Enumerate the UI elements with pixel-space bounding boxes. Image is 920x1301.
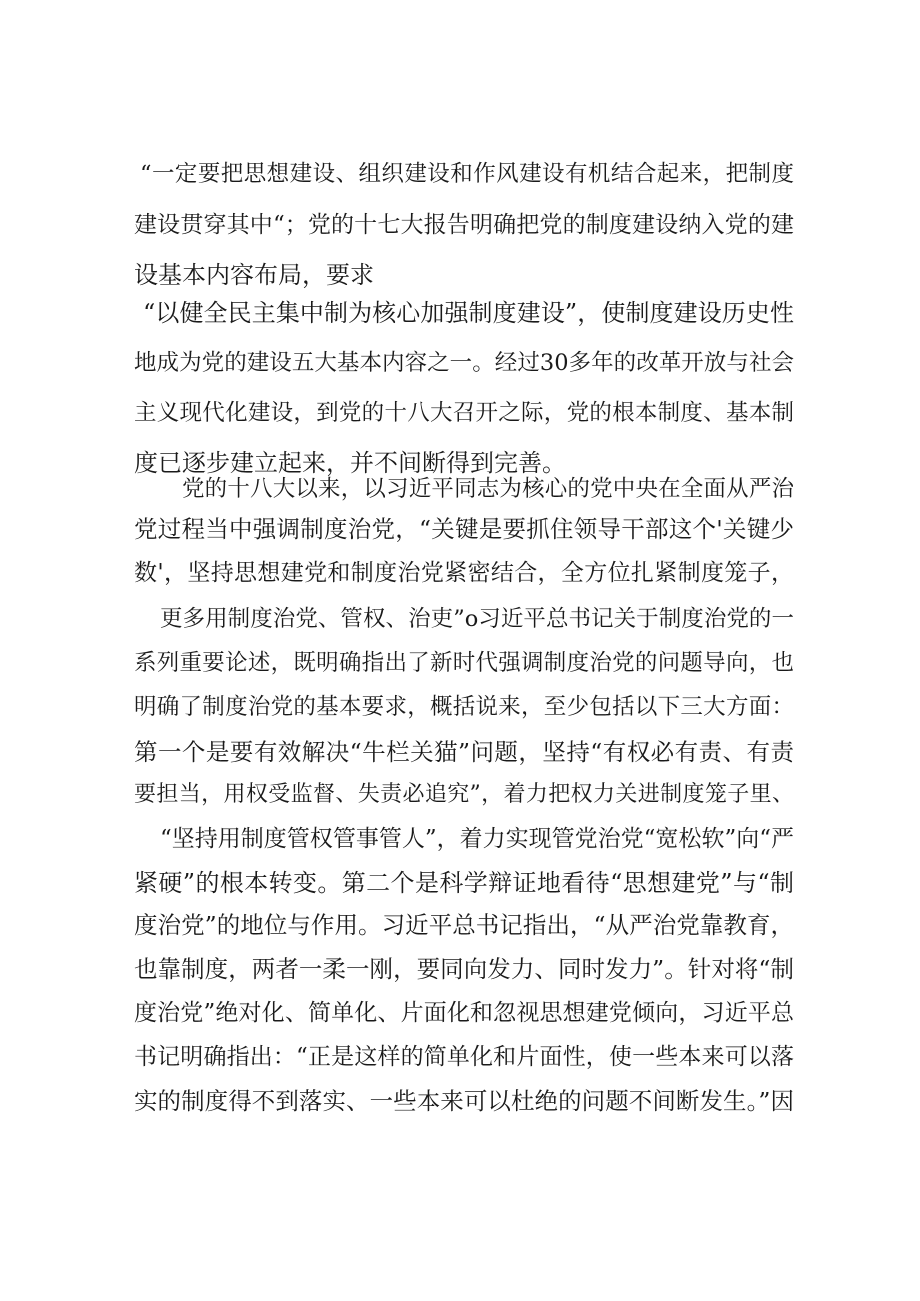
text-line: 第一个是要有效解决“牛栏关猫”问题，坚持“有权必有责、有责 [134, 738, 794, 766]
text-line: 紧硬”的根本转变。第二个是科学辩证地看待“思想建党”与“制 [134, 869, 794, 897]
text-line: 度治党”绝对化、简单化、片面化和忽视思想建党倾向，习近平总 [134, 1000, 794, 1026]
text-line: 更多用制度治党、管权、治吏”o习近平总书记关于制度治党的一 [160, 606, 794, 632]
text-line: 系列重要论述，既明确指出了新时代强调制度治党的问题导向，也 [134, 650, 794, 676]
text-line: 实的制度得不到落实、一些本来可以杜绝的问题不间断发生。”因 [134, 1087, 794, 1115]
text-line: 主义现代化建设，到党的十八大召开之际，党的根本制度、基本制 [134, 400, 794, 426]
text-line: 地成为党的建设五大基本内容之一。经过30多年的改革开放与社会 [134, 350, 794, 376]
text-line: 书记明确指出：“正是这样的简单化和片面性，使一些本来可以落 [134, 1044, 794, 1070]
text-line: 党过程当中强调制度治党，“关键是要抓住领导干部这个'关键少 [134, 515, 794, 543]
text-line: 设基本内容布局，要求 [134, 261, 374, 289]
text-line: 建设贯穿其中“；党的十七大报告明确把党的制度建设纳入党的建 [134, 212, 794, 238]
text-line: 要担当，用权受监督、失责必追究”，着力把权力关进制度笼子里、 [134, 782, 794, 807]
text-line: “坚持用制度管权管事管人”，着力实现管党治党“宽松软”向“严 [160, 826, 794, 852]
text-line: 度已逐步建立起来，并不间断得到完善。 [134, 449, 566, 477]
text-line: 数'，坚持思想建党和制度治党紧密结合，全方位扎紧制度笼子， [134, 560, 794, 586]
paragraph-first-line: 党的十八大以来，以习近平同志为核心的党中央在全面从严治 [182, 476, 794, 502]
text-line: 明确了制度治党的基本要求，概括说来，至少包括以下三大方面： [134, 694, 794, 720]
text-line: 度治党”的地位与作用。习近平总书记指出，“从严治党靠教育， [134, 911, 794, 939]
text-line: “一定要把思想建设、组织建设和作风建设有机结合起来，把制度 [140, 161, 794, 187]
text-line: 也靠制度，两者一柔一刚，要同向发力、同时发力”。针对将“制 [134, 955, 794, 983]
text-line: “以健全民主集中制为核心加强制度建设”，使制度建设历史性 [143, 299, 794, 327]
